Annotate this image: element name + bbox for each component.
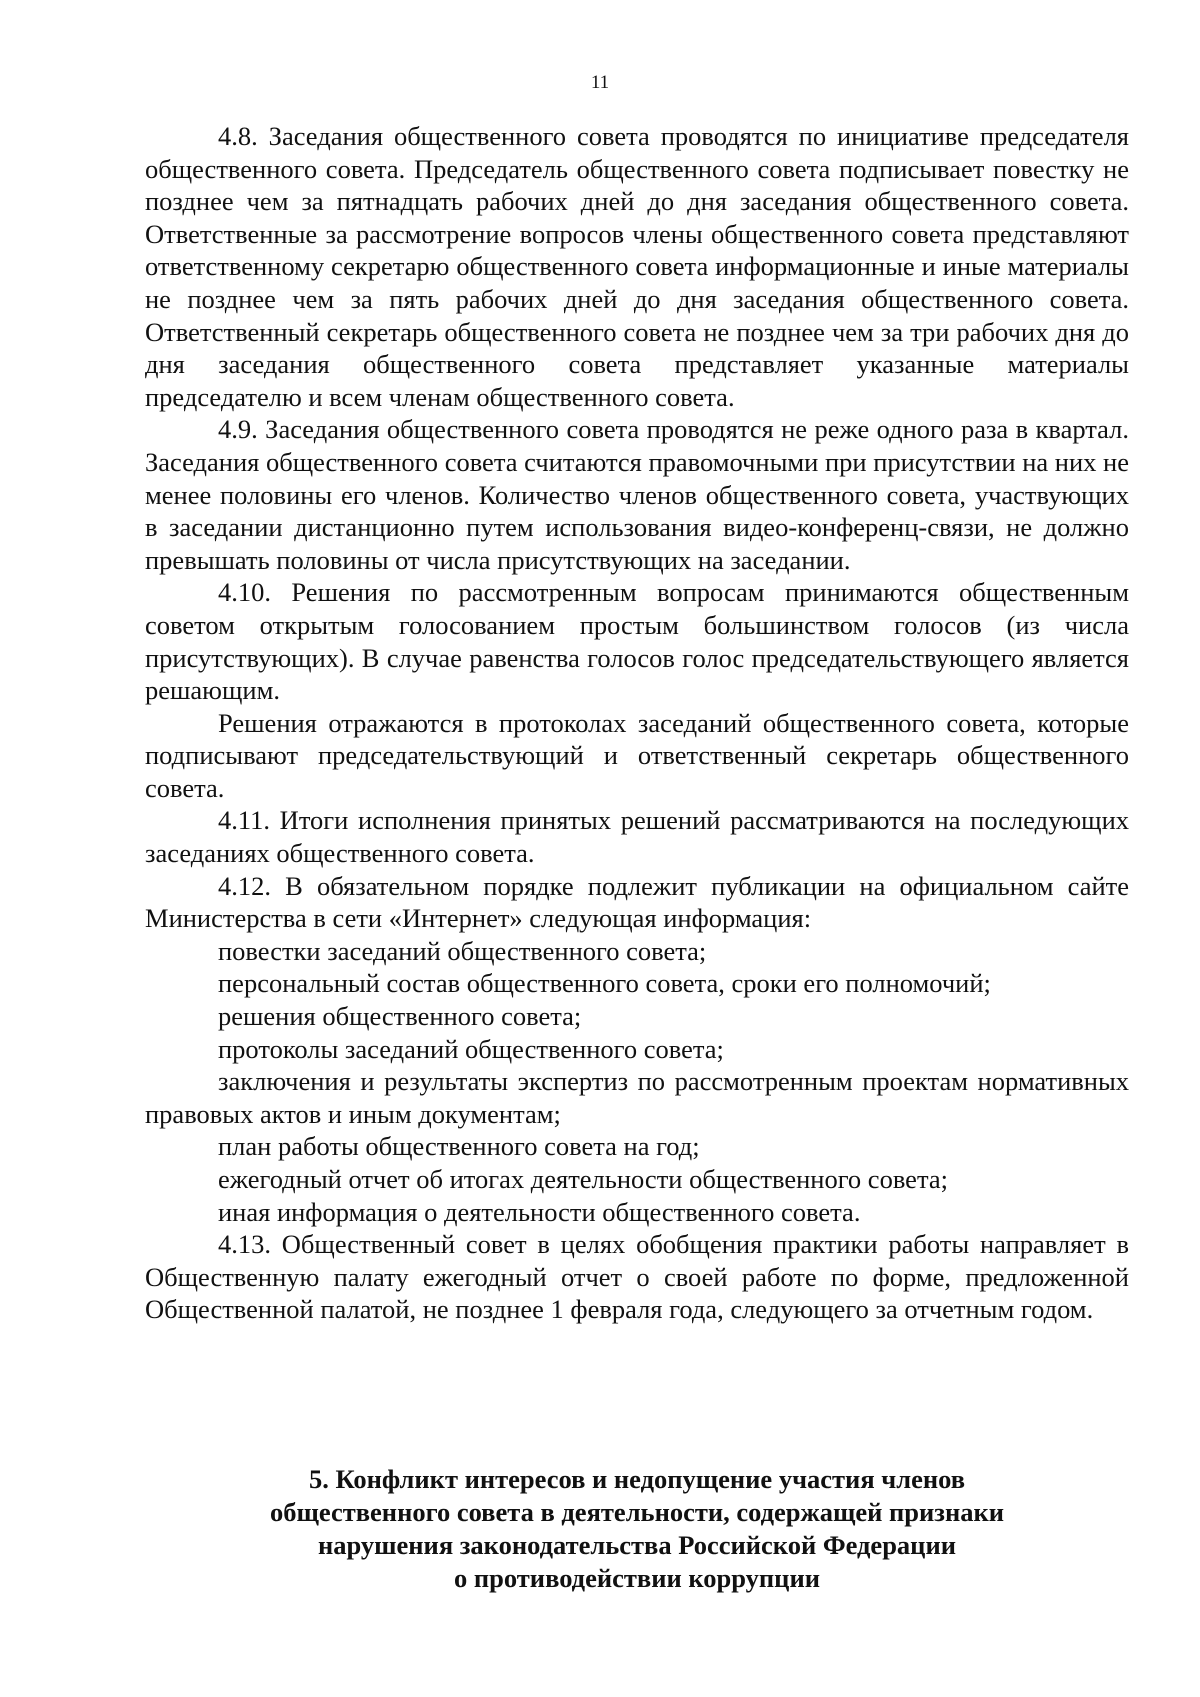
paragraph-4-8: 4.8. Заседания общественного совета проводятся по инициативе председателя общественного совета. Председатель общественного совета подписывает повестку не позднее чем за пятнадцать рабочих дней до дня заседания общественного совета. Ответственные за рассмотрение вопросов члены общественного совета представляют ответственному секретарю общественного совета информационные и иные материалы не позднее чем за пять рабочих дней до дня заседания общественного совета. Ответственный секретарь общественного совета не позднее чем за три рабочих дня до дня заседания общественного совета представляет указанные материалы председателю и всем членам общественного совета. — [145, 121, 1129, 412]
list-item: решения общественного совета; — [218, 1001, 582, 1032]
paragraph-4-10-decisions: Решения отражаются в протоколах заседаний общественного совета, которые подписывают председательствующий и ответственный секретарь общественного совета. — [145, 707, 1129, 803]
list-item: протоколы заседаний общественного совета; — [218, 1033, 724, 1064]
list-item: план работы общественного совета на год; — [218, 1131, 700, 1162]
section-heading-line: нарушения законодательства Российской Федерации — [317, 1530, 956, 1560]
paragraph-4-11: 4.11. Итоги исполнения принятых решений рассматриваются на последующих заседаниях общественного совета. — [145, 805, 1129, 869]
list-item: персональный состав общественного совета, сроки его полномочий; — [218, 968, 991, 999]
publication-list — [145, 935, 1129, 1228]
list-item: заключения и результаты экспертиз по рассмотренным проектам нормативных правовых актов и иным документам; — [145, 1066, 1129, 1129]
list-item: иная информация о деятельности общественного совета. — [218, 1196, 861, 1227]
document-body — [145, 120, 1129, 1326]
section-heading-line: 5. Конфликт интересов и недопущение участия членов — [308, 1464, 966, 1494]
list-item: ежегодный отчет об итогах деятельности общественного совета; — [218, 1164, 948, 1194]
list-item: повестки заседаний общественного совета; — [218, 935, 707, 966]
paragraph-4-9: 4.9. Заседания общественного совета проводятся не реже одного раза в квартал. Заседания общественного совета считаются правомочными при присутствии на них не менее половины его членов. Количество членов общественного совета, участвующих в заседании дистанционно путем использования видео-конференц-связи, не должно превышать половины от числа присутствующих на заседании. — [145, 414, 1129, 575]
section-heading-line: о противодействии коррупции — [454, 1563, 820, 1593]
page-number: 11 — [590, 72, 610, 93]
section-5-heading — [145, 1463, 1129, 1595]
paragraph-4-13: 4.13. Общественный совет в целях обобщения практики работы направляет в Общественную палату ежегодный отчет о своей работе по форме, предложенной Общественной палатой, не позднее 1 февраля года, следующего за отчетным годом. — [145, 1229, 1129, 1325]
paragraph-4-10: 4.10. Решения по рассмотренным вопросам принимаются общественным советом открытым голосованием простым большинством голосов (из числа присутствующих). В случае равенства голосов голос председательствующего является решающим. — [145, 577, 1129, 706]
paragraph-4-12: 4.12. В обязательном порядке подлежит публикации на официальном сайте Министерства в сети «Интернет» следующая информация: — [145, 870, 1129, 934]
section-heading-line: общественного совета в деятельности, содержащей признаки — [269, 1497, 1005, 1527]
